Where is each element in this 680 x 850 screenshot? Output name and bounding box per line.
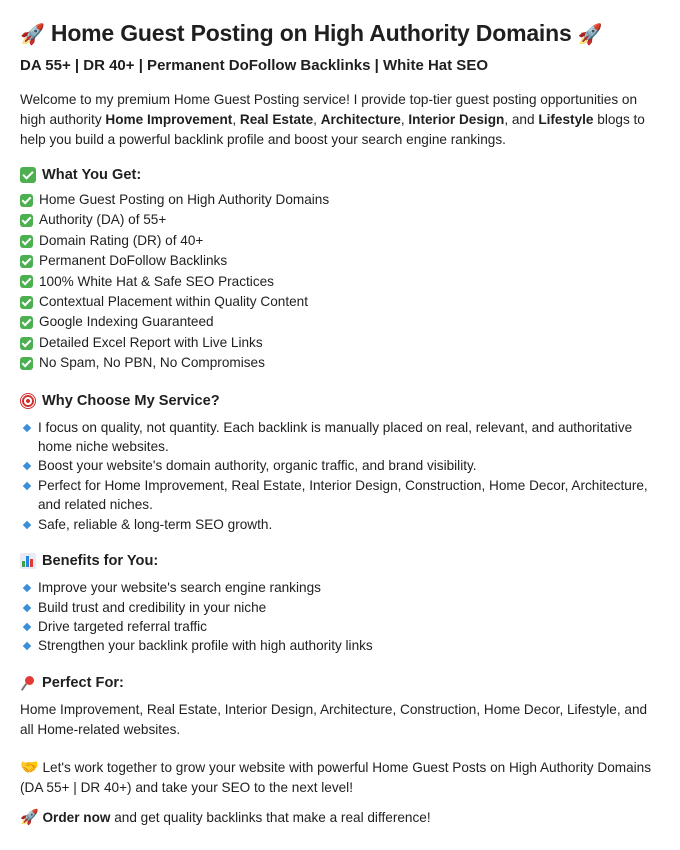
list-item — [20, 251, 660, 271]
small-blue-diamond-icon — [23, 623, 31, 631]
what-you-get-heading — [20, 164, 660, 186]
check-mark-button-icon — [20, 275, 33, 288]
list-item — [20, 333, 660, 353]
small-blue-diamond-icon — [23, 584, 31, 592]
list-item — [20, 190, 660, 210]
list-item-text: Improve your website's search engine rankings — [38, 580, 321, 596]
intro-text: Welcome to my premium Home Guest Posting service! I provide top-tier guest posting opportunities on high authority — [20, 92, 638, 127]
check-mark-button-icon — [20, 235, 33, 248]
what-you-get-list — [20, 190, 660, 374]
intro-sep: , — [313, 112, 321, 127]
check-mark-button-icon — [20, 357, 33, 370]
check-mark-button-icon — [20, 194, 33, 207]
order-now-text: Order now — [42, 809, 111, 825]
intro-sep: , — [232, 112, 240, 127]
list-item — [20, 617, 660, 636]
rocket-icon: 🚀 — [577, 24, 603, 46]
list-item — [20, 272, 660, 292]
list-item — [20, 456, 660, 475]
list-item — [20, 515, 660, 534]
pushpin-icon — [20, 675, 36, 691]
list-item — [20, 578, 660, 597]
intro-bold-lifestyle: Lifestyle — [538, 112, 594, 127]
why-choose-heading — [20, 390, 660, 412]
intro-sep: , — [400, 112, 409, 127]
list-item-text: Home Guest Posting on High Authority Domains — [39, 192, 330, 207]
list-item-text: Strengthen your backlink profile with high authority links — [38, 638, 373, 654]
list-item-text: Boost your website's domain authority, organic traffic, and brand visibility. — [38, 458, 477, 474]
list-item-text: Detailed Excel Report with Live Links — [39, 334, 263, 350]
list-item-text: No Spam, No PBN, No Compromises — [39, 355, 265, 371]
closing-text: Let's work together to grow your website with powerful Home Guest Posts on High Authority Domains (DA 55+ | DR 40+) and take your SEO to the next level! — [20, 759, 652, 795]
small-blue-diamond-icon — [23, 423, 31, 431]
perfect-for-text: Home Improvement, Real Estate, Interior Design, Architecture, Construction, Home Decor, Lifestyle, and all Home-related websites. — [20, 701, 648, 737]
check-mark-button-icon — [20, 255, 33, 268]
list-item-text: I focus on quality, not quantity. Each backlink is manually placed on real, relevant, and authoritative home niche websites. — [38, 419, 633, 455]
intro-bold-architecture: Architecture — [320, 112, 401, 127]
list-item — [20, 636, 660, 655]
target-icon — [20, 393, 36, 409]
list-item-text: Drive targeted referral traffic — [38, 618, 207, 634]
check-mark-button-icon — [20, 316, 33, 329]
list-item — [20, 312, 660, 332]
intro-bold-interior-design: Interior Design — [408, 112, 505, 127]
list-item — [20, 353, 660, 373]
why-choose-list — [20, 418, 660, 534]
intro-bold-real-estate: Real Estate — [239, 112, 314, 127]
list-item — [20, 476, 660, 515]
check-mark-button-icon — [20, 337, 33, 350]
check-mark-button-icon — [20, 214, 33, 227]
check-mark-button-icon — [20, 296, 33, 309]
section-heading-text: Perfect For: — [42, 674, 124, 691]
check-mark-button-icon — [20, 167, 36, 183]
section-heading-text: Why Choose My Service? — [42, 392, 220, 409]
small-blue-diamond-icon — [23, 482, 31, 490]
list-item-text: Authority (DA) of 55+ — [39, 212, 167, 228]
list-item-text: Perfect for Home Improvement, Real Estate, Interior Design, Construction, Home Decor, Architecture, and related niches. — [38, 477, 648, 513]
section-heading-text: Benefits for You: — [42, 553, 159, 570]
rocket-icon: 🚀 — [20, 808, 39, 826]
call-to-action — [20, 808, 660, 828]
page-title — [20, 18, 660, 48]
intro-paragraph — [20, 90, 660, 150]
small-blue-diamond-icon — [23, 603, 31, 611]
page-title-text: Home Guest Posting on High Authority Domains — [50, 20, 572, 46]
list-item-text: Permanent DoFollow Backlinks — [39, 253, 228, 269]
list-item — [20, 210, 660, 230]
intro-sep: , and — [504, 112, 539, 127]
closing-paragraph — [20, 758, 660, 798]
benefits-list — [20, 578, 660, 656]
list-item-text: Contextual Placement within Quality Content — [39, 294, 308, 310]
perfect-for-heading — [20, 672, 660, 694]
small-blue-diamond-icon — [23, 462, 31, 470]
list-item-text: Google Indexing Guaranteed — [39, 314, 214, 330]
bar-chart-icon — [20, 553, 36, 569]
list-item-text: 100% White Hat & Safe SEO Practices — [39, 273, 274, 289]
intro-bold-home-improvement: Home Improvement — [105, 112, 233, 127]
small-blue-diamond-icon — [23, 520, 31, 528]
list-item-text: Safe, reliable & long-term SEO growth. — [38, 516, 273, 532]
small-blue-diamond-icon — [23, 642, 31, 650]
cta-text: and get quality backlinks that make a real difference! — [110, 809, 431, 825]
list-item — [20, 418, 660, 457]
page-subtitle: DA 55+ | DR 40+ | Permanent DoFollow Backlinks | White Hat SEO — [20, 57, 488, 74]
rocket-icon: 🚀 — [20, 24, 45, 46]
list-item — [20, 598, 660, 617]
list-item-text: Build trust and credibility in your niche — [38, 599, 267, 615]
list-item-text: Domain Rating (DR) of 40+ — [39, 232, 204, 248]
intro-text: blogs to help you build a powerful backlink profile and boost your search engine rankings. — [20, 112, 645, 147]
list-item — [20, 292, 660, 312]
section-heading-text: What You Get: — [42, 167, 142, 183]
list-item — [20, 231, 660, 251]
handshake-icon: 🤝 — [20, 758, 39, 776]
benefits-heading — [20, 550, 660, 572]
